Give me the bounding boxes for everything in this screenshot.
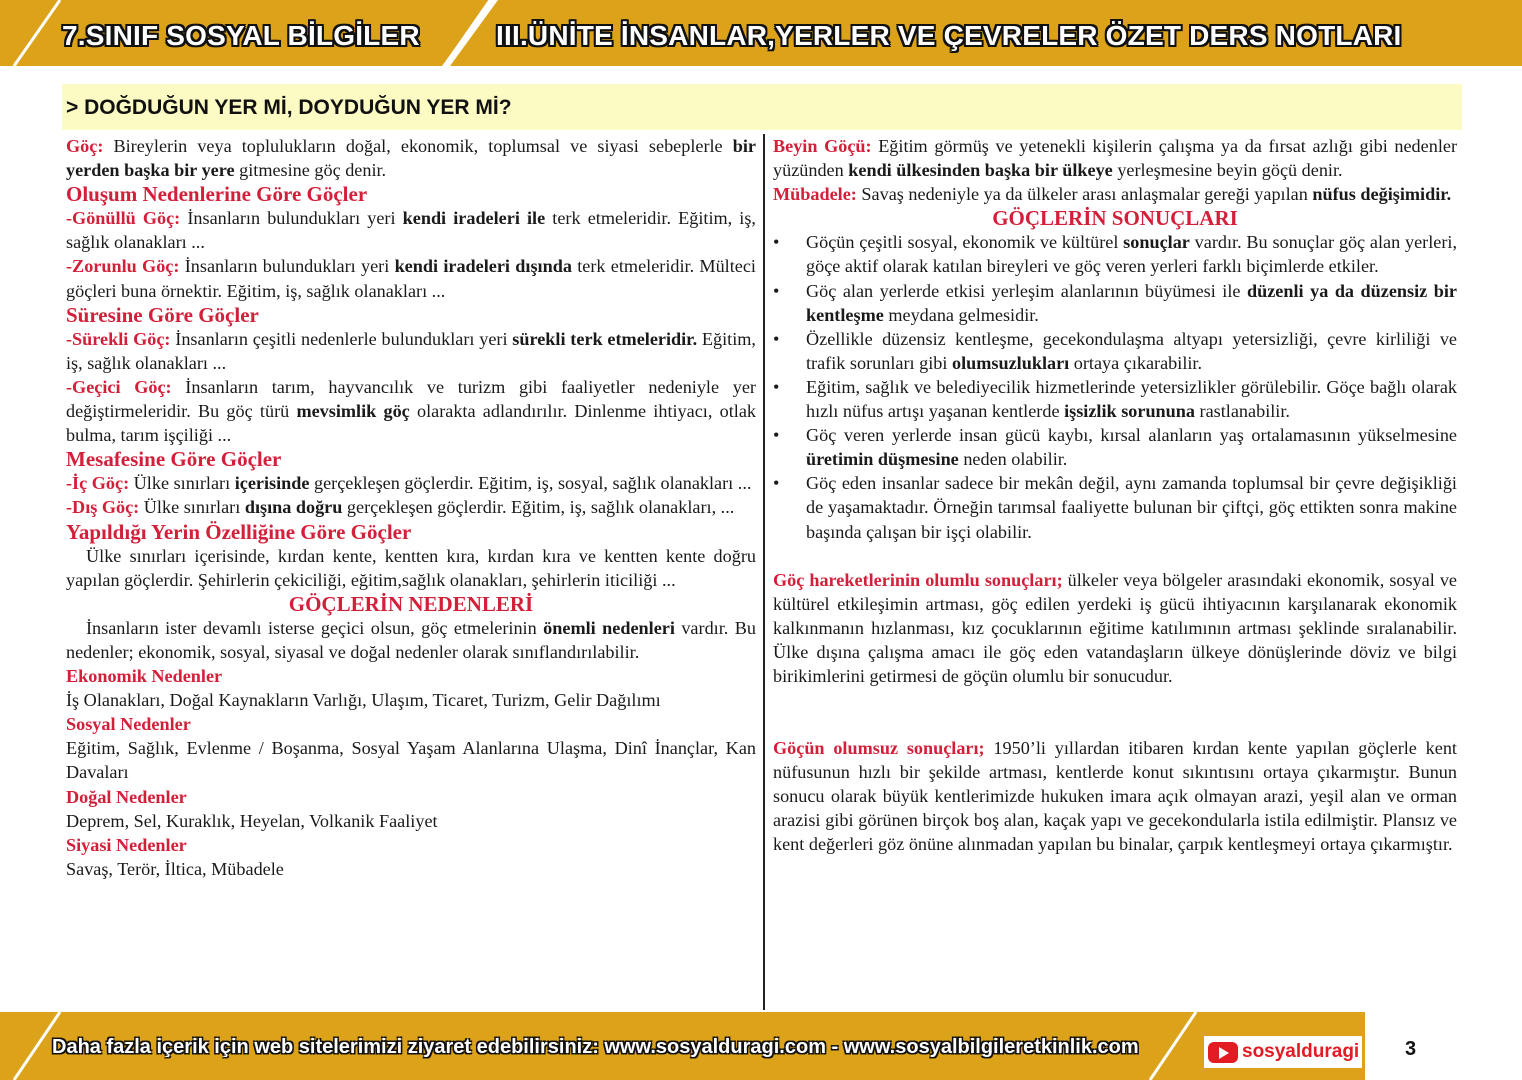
list-item: • Özellikle düzensiz kentleşme, gecekondulaşma altyapı yetersizliği, çevre kirliliği ve trafik sorunları gibi olumsuzlukları ortaya çıkarabilir. (773, 328, 1457, 373)
goc-definition: Göç: Bireylerin veya toplulukların doğal, ekonomik, toplumsal ve siyasi sebeplerle bir yerden başka bir yere gitmesine göç denir. (66, 136, 756, 181)
page-header (0, 0, 1522, 66)
right-column (773, 134, 1457, 857)
bullet-icon: • (773, 376, 780, 397)
list-item: • Göç alan yerlerde etkisi yerleşim alanlarının büyümesi ile düzenli ya da düzensiz bir kentleşme meydana gelmesidir. (773, 280, 1457, 325)
yapildigi-text: Ülke sınırları içerisinde, kırdan kente, kentten kıra, kırdan kıra ve kentten kente doğru yapılan göçlerdir. Şehirlerin çekiciliği, eğitim,sağlık olanakları, şehirlerin iticiliği ... (66, 545, 756, 590)
gonullu-goc: -Gönüllü Göç: İnsanların bulundukları yeri kendi iradeleri ile terk etmeleridir. Eğitim, iş, sağlık olanakları ... (66, 208, 756, 253)
heading-sosyal: Sosyal Nedenler (66, 714, 191, 735)
heading-siyasi: Siyasi Nedenler (66, 834, 187, 855)
list-item: • Eğitim, sağlık ve belediyecilik hizmetlerinde yetersizlikler görülebilir. Göçe bağlı olarak hızlı nüfus artışı yaşanan kentlerde işsizlik sorununa rastlanabilir. (773, 376, 1457, 422)
olumsuz-sonuclar: Göçün olumsuz sonuçları; 1950’li yıllardan itibaren kırdan kente yapılan göçlerle kent nüfusunun hızlı bir şekilde artması, kentlerde konut sıkıntısını ortaya çıkarmıştır. Bunun sonucu olarak büyük kentlerimizde hukuken imara açık olmayan arazi, yeşil alan ve orman arazisi gibi görünen birçok boş alan, kaçak yapı ve gecekondularla istila edilmiştir. Plansız ve kent değerleri göz önüne alınmadan yapılan bu binalar, çarpık kentleşmeyi ortaya çıkarmıştır. (773, 738, 1457, 855)
nedenleri-text: İnsanların ister devamlı isterse geçici olsun, göç etmelerinin önemli nedenleri vardır. Bu nedenler; ekonomik, sosyal, siyasal ve doğal nedenler olarak sınıflandırılabilir. (66, 617, 756, 662)
section-title: > DOĞDUĞUN YER Mİ, DOYDUĞUN YER Mİ? (62, 84, 1462, 130)
beyin-gocu: Beyin Göçü: Eğitim görmüş ve yetenekli kişilerin çalışma ya da fırsat azlığı gibi nedenler yüzünden kendi ülkesinden başka bir ülkeye yerleşmesine beyin göçü denir. (773, 136, 1458, 181)
list-item: • Göç veren yerlerde insan gücü kaybı, kırsal alanların yaş ortalamasının yükselmesine üretimin düşmesine neden olabilir. (773, 425, 1457, 470)
olumlu-sonuclar: Göç hareketlerinin olumlu sonuçları; ülkeler veya bölgeler arasındaki ekonomik, sosyal ve kültürel etkileşimin artması, göç edilen yerdeki iş gücü ihtiyacının karşılanarak ekonomik kalkınmanın hızlanması, kız çocuklarının eğitime katılımının artması şeklinde sıralanabilir. Ülke dışına çalışma amacı ile göç eden vatandaşların ülkeye dönüşlerinde döviz ve bilgi birikimlerini getirmesi de göçün olumlu bir sonucudur. (773, 569, 1457, 686)
heading-dogal: Doğal Nedenler (66, 786, 187, 807)
ekonomik-text: İş Olanakları, Doğal Kaynakların Varlığı, Ulaşım, Ticaret, Turizm, Gelir Dağılımı (66, 690, 661, 711)
bullet-icon: • (773, 232, 780, 253)
sonuclar-list (773, 230, 1457, 543)
heading-suresine: Süresine Göre Göçler (66, 302, 259, 327)
bullet-icon: • (773, 328, 780, 349)
mubadele: Mübadele: Savaş nedeniyle ya da ülkeler arası anlaşmalar gereği yapılan nüfus değişimidir. (773, 184, 1452, 205)
subject-title: 7.SINIF SOSYAL BİLGİLER (62, 20, 420, 51)
sosyal-text: Eğitim, Sağlık, Evlenme / Boşanma, Sosyal Yaşam Alanlarına Ulaşma, Dinî İnançlar, Kan Davaları (66, 738, 756, 783)
youtube-channel-logo[interactable] (1204, 1036, 1362, 1068)
page-number: 3 (1405, 1038, 1417, 1060)
heading-sonuclari: GÖÇLERİN SONUÇLARI (992, 206, 1238, 231)
dogal-text: Deprem, Sel, Kuraklık, Heyelan, Volkanik Faaliyet (66, 810, 438, 831)
ic-goc: -İç Göç: Ülke sınırları içerisinde gerçekleşen göçlerdir. Eğitim, iş, sosyal, sağlık olanakları ... (66, 473, 752, 494)
heading-ekonomik: Ekonomik Nedenler (66, 666, 223, 687)
heading-mesafe: Mesafesine Göre Göçler (66, 447, 282, 472)
channel-name: sosyalduragi (1242, 1041, 1360, 1062)
term-label: Göç: (66, 136, 104, 156)
heading-olusum: Oluşum Nedenlerine Göre Göçler (66, 182, 368, 207)
heading-yapildigi: Yapıldığı Yerin Özelliğine Göre Göçler (66, 519, 412, 544)
surekli-goc: -Sürekli Göç: İnsanların çeşitli nedenlerle bulundukları yeri sürekli terk etmeleridir. Eğitim, iş, sağlık olanakları ... (66, 328, 756, 373)
spacer (773, 544, 1457, 568)
siyasi-text: Savaş, Terör, İltica, Mübadele (66, 858, 284, 879)
gecici-goc: -Geçici Göç: İnsanların tarım, hayvancılık ve turizm gibi faaliyetler nedeniyle yer değiştirmeleridir. Bu göç türü mevsimlik göç olarakta adlandırılır. Dinlenme ihtiyacı, otlak bulma, tarım işçiliği ... (66, 376, 756, 446)
unit-title: III.ÜNİTE İNSANLAR,YERLER VE ÇEVRELER ÖZET DERS NOTLARI (496, 20, 1402, 51)
heading-nedenleri: GÖÇLERİN NEDENLERİ (288, 591, 534, 616)
bullet-icon: • (773, 425, 780, 446)
dis-goc: -Dış Göç: Ülke sınırları dışına doğru gerçekleşen göçlerdir. Eğitim, iş, sağlık olanakları, ... (66, 497, 735, 518)
list-item: • Göç eden insanlar sadece bir mekân değil, aynı zamanda toplumsal bir çevre değişikliği de yaşamaktadır. Örneğin tarımsal faaliyette bulunan bir çiftçi, göç ettikten sonra makine başında çalışan bir işçi olabilir. (773, 473, 1457, 542)
left-column (66, 134, 756, 881)
zorunlu-goc: -Zorunlu Göç: İnsanların bulundukları yeri kendi iradeleri dışında terk etmeleridir. Mülteci göçleri buna örnektir. Eğitim, iş, sağlık olanakları ... (66, 256, 756, 301)
page-footer (0, 1012, 1522, 1080)
column-divider (763, 134, 765, 1010)
footer-websites[interactable]: Daha fazla içerik için web sitelerimizi ziyaret edebilirsiniz: www.sosyalduragi.com - www.sosyalbilgileretkinlik.com (52, 1036, 1139, 1058)
list-item: • Göçün çeşitli sosyal, ekonomik ve kültürel sonuçlar vardır. Bu sonuçlar göç alan yerleri, göçe aktif olarak katılan bireyleri ve göç veren yerleri farklı biçimlerde etkiler. (773, 232, 1457, 277)
youtube-icon (1208, 1042, 1238, 1063)
bullet-icon: • (773, 280, 780, 301)
bullet-icon: • (773, 473, 780, 494)
spacer (773, 688, 1457, 736)
